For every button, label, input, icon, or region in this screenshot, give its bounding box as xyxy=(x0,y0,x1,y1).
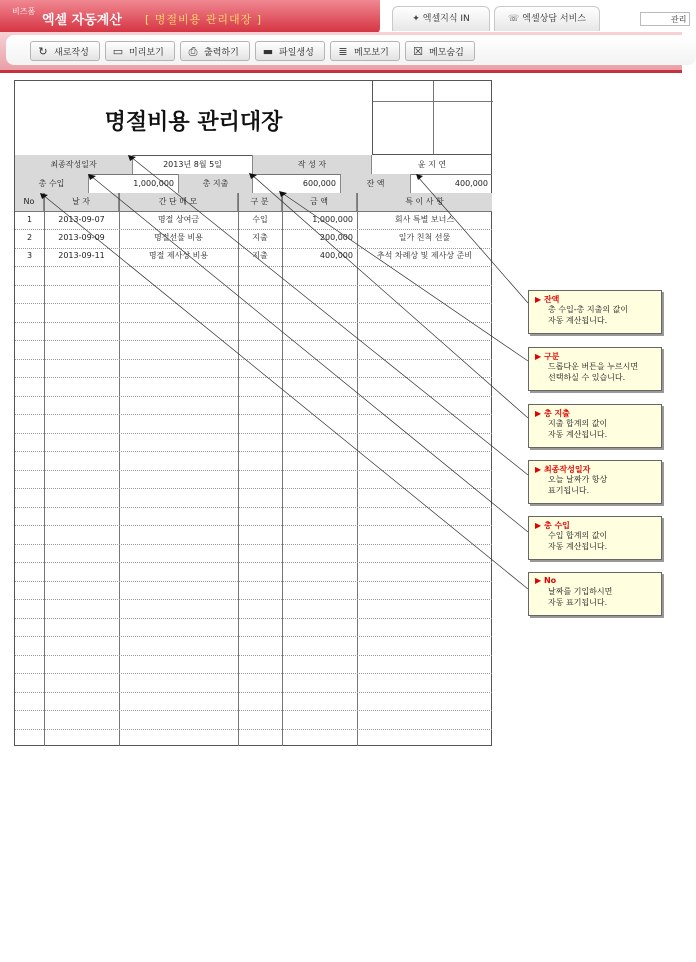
comment-total-expense xyxy=(528,404,662,448)
print-icon: ⎙ xyxy=(188,45,198,58)
new-button-label: 새로작성 xyxy=(54,48,89,58)
row-amount: 200,000 xyxy=(319,233,353,242)
preview-button-label: 미리보기 xyxy=(129,48,164,58)
row-memo: 명절 상여금 xyxy=(157,215,200,224)
memo-hide-button-label: 메모숨김 xyxy=(429,48,464,58)
col-header-no: No xyxy=(15,193,44,211)
phone-icon: ☏ xyxy=(508,14,520,24)
comment-no xyxy=(528,572,662,616)
comment-body: 날짜를 기입하시면 자동 표기됩니다. xyxy=(548,587,613,607)
arrowhead xyxy=(279,191,287,197)
page-title: 명절비용 관리대장 xyxy=(104,110,283,135)
comment-title: ▶ 총 지출 xyxy=(535,409,570,418)
author-label: 작 성 자 xyxy=(253,155,372,174)
connector-balance xyxy=(418,177,528,303)
search-input[interactable]: 관리 xyxy=(640,12,690,26)
row-date: 2013-09-09 xyxy=(58,233,105,242)
comment-title: ▶ No xyxy=(535,576,557,585)
print-button-label: 출력하기 xyxy=(204,48,239,58)
nav-tab-label: 엑셀지식 IN xyxy=(422,14,470,24)
bulb-icon: ✦ xyxy=(412,14,420,24)
row-no: 1 xyxy=(26,215,33,224)
comment-last-date xyxy=(528,460,662,504)
total-expense-label: 총 지출 xyxy=(179,174,253,193)
nav-tab-label: 엑셀상담 서비스 xyxy=(522,14,586,24)
memo-icon: ≣ xyxy=(338,45,348,58)
comment-body: 오늘 날짜가 항상 표기됩니다. xyxy=(548,475,608,495)
connector-expense xyxy=(252,175,528,418)
connector-type xyxy=(282,193,528,361)
row-no: 2 xyxy=(26,233,33,242)
total-income-value[interactable]: 1,000,000 xyxy=(89,174,179,193)
comment-total-income xyxy=(528,516,662,560)
memo-show-button-label: 메모보기 xyxy=(354,48,389,58)
row-memo: 명절 제사상 비용 xyxy=(148,251,209,260)
comment-body: 수입 합계의 값이 자동 계산됩니다. xyxy=(548,531,608,551)
comment-title: ▶ 최종작성일자 xyxy=(535,465,591,474)
balance-value[interactable]: 400,000 xyxy=(454,179,488,188)
row-date: 2013-09-07 xyxy=(58,215,105,224)
row-date: 2013-09-11 xyxy=(58,251,105,260)
total-expense-value[interactable]: 600,000 xyxy=(253,174,341,193)
row-memo: 명절선물 비용 xyxy=(154,233,203,242)
row-amount: 1,000,000 xyxy=(312,215,353,224)
author-value[interactable]: 윤 지 연 xyxy=(417,160,447,169)
file-create-button-label: 파일생성 xyxy=(279,48,314,58)
row-type: 수입 xyxy=(252,215,268,224)
memo-hide-icon: ☒ xyxy=(413,45,423,58)
last-date-label: 최종작성일자 xyxy=(15,155,133,174)
row-remarks: 회사 특별 보너스 xyxy=(394,215,455,224)
col-header-date: 날 자 xyxy=(44,193,119,211)
comment-type xyxy=(528,347,662,391)
col-header-type: 구 분 xyxy=(238,193,282,211)
doc-name: [ 명절비용 관리대장 ] xyxy=(145,13,263,26)
comment-title: ▶ 총 수입 xyxy=(535,521,570,530)
comment-body: 총 수입-총 지출의 값이 자동 계산됩니다. xyxy=(548,305,629,325)
row-remarks: 일가 친척 선물 xyxy=(398,233,451,242)
row-no: 3 xyxy=(26,251,33,260)
last-date-value[interactable]: 2013년 8월 5일 xyxy=(133,155,253,174)
connector-no xyxy=(43,195,528,589)
row-type: 지출 xyxy=(252,233,268,242)
row-amount: 400,000 xyxy=(319,251,353,260)
folder-icon: ▬ xyxy=(262,45,274,58)
col-header-memo: 간 단 메 모 xyxy=(119,193,238,211)
monitor-icon: ▭ xyxy=(112,45,124,58)
comment-title: ▶ 구분 xyxy=(535,352,560,361)
row-remarks: 추석 차례상 및 제사상 준비 xyxy=(376,251,473,260)
connector-income xyxy=(91,176,528,532)
total-income-label: 총 수입 xyxy=(15,174,89,193)
comment-body: 드롭다운 버튼을 누르시면 선택하실 수 있습니다. xyxy=(548,362,639,382)
col-header-amount: 금 액 xyxy=(282,193,357,211)
col-header-remarks: 특 이 사 항 xyxy=(405,197,444,206)
brand-sub: 비즈폼 xyxy=(12,7,36,16)
balance-label: 잔 액 xyxy=(341,174,411,193)
brand-title: 엑셀 자동계산 xyxy=(42,13,122,28)
refresh-icon: ↻ xyxy=(38,45,48,58)
comment-body: 지출 합계의 값이 자동 계산됩니다. xyxy=(548,419,608,439)
comment-balance xyxy=(528,290,662,334)
comment-title: ▶ 잔액 xyxy=(535,295,560,304)
row-type: 지출 xyxy=(252,251,268,260)
